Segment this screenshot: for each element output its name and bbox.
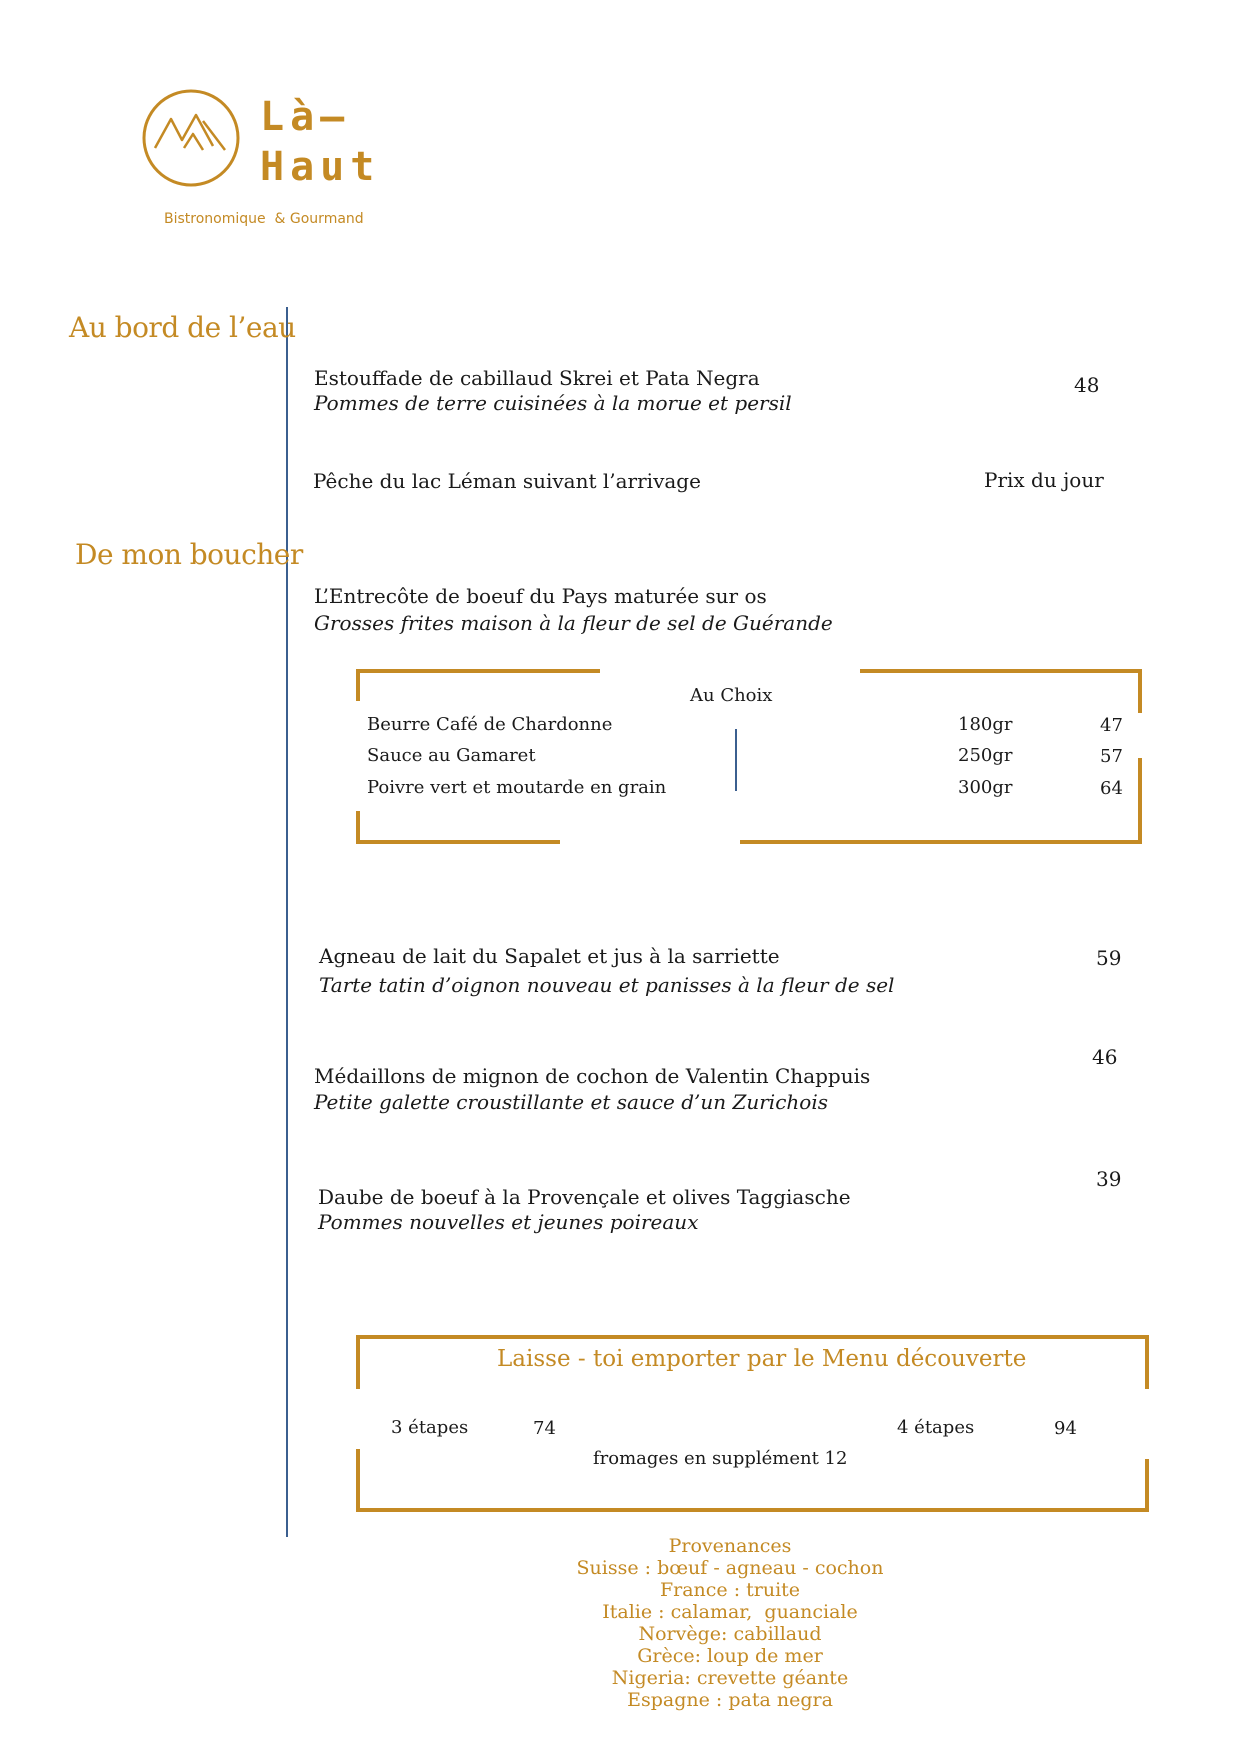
brand-line1: Là—: [260, 94, 351, 140]
menu-discovery-title: Laisse - toi emporter par le Menu découverte: [497, 1346, 1027, 1372]
section-title-water: Au bord de l’eau: [69, 311, 296, 344]
provenance-line: Espagne : pata negra: [627, 1689, 833, 1711]
choice-box-title: Au Choix: [690, 685, 773, 706]
choice-sauce-1: Beurre Café de Chardonne: [367, 714, 613, 735]
choice-weight-2: 250gr: [958, 745, 1013, 766]
dish-name-agneau: Agneau de lait du Sapalet et jus à la sarriette: [319, 944, 780, 968]
choice-divider: [735, 729, 737, 791]
menu-cheese-supplement: fromages en supplément 12: [593, 1448, 848, 1469]
dish-desc-cochon: Petite galette croustillante et sauce d’un Zurichois: [314, 1090, 828, 1114]
provenance-line: Norvège: cabillaud: [638, 1623, 822, 1645]
dish-price-daube: 39: [1096, 1167, 1122, 1191]
provenances-title: Provenances: [668, 1535, 792, 1557]
section-title-butcher: De mon boucher: [75, 538, 303, 571]
menu-option-3-label: 3 étapes: [391, 1417, 469, 1438]
choice-price-3: 64: [1100, 778, 1123, 799]
brand-tagline: Bistronomique & Gourmand: [164, 211, 364, 227]
provenance-line: Grèce: loup de mer: [637, 1645, 823, 1667]
dish-price-cabillaud: 48: [1074, 373, 1100, 397]
brand-line2: Haut: [260, 144, 381, 190]
provenance-line: Nigeria: crevette géante: [611, 1667, 849, 1689]
dish-desc-agneau: Tarte tatin d’oignon nouveau et panisses à la fleur de sel: [319, 973, 895, 997]
mountain-logo-icon: [141, 88, 241, 188]
dish-price-agneau: 59: [1096, 946, 1122, 970]
dish-desc-entrecote: Grosses frites maison à la fleur de sel de Guérande: [314, 611, 833, 635]
choice-price-2: 57: [1100, 746, 1123, 767]
dish-name-cochon: Médaillons de mignon de cochon de Valentin Chappuis: [314, 1064, 871, 1088]
choice-sauce-3: Poivre vert et moutarde en grain: [367, 777, 667, 798]
dish-name-cabillaud: Estouffade de cabillaud Skrei et Pata Negra: [314, 366, 760, 390]
dish-name-entrecote: L’Entrecôte de boeuf du Pays maturée sur os: [314, 584, 767, 608]
brand-name: [260, 92, 380, 192]
choice-weight-3: 300gr: [958, 777, 1013, 798]
provenance-line: France : truite: [659, 1579, 801, 1601]
dish-desc-cabillaud: Pommes de terre cuisinées à la morue et persil: [314, 391, 792, 415]
menu-option-3-price: 74: [533, 1418, 556, 1439]
provenance-line: Suisse : bœuf - agneau - cochon: [576, 1557, 884, 1579]
choice-weight-1: 180gr: [958, 714, 1013, 735]
dish-name-leman: Pêche du lac Léman suivant l’arrivage: [313, 469, 701, 493]
menu-option-4-price: 94: [1054, 1418, 1077, 1439]
choice-price-1: 47: [1100, 715, 1123, 736]
choice-sauce-2: Sauce au Gamaret: [367, 745, 536, 766]
dish-price-cochon: 46: [1092, 1045, 1118, 1069]
vertical-divider: [286, 307, 288, 1537]
dish-price-leman: Prix du jour: [984, 468, 1104, 492]
provenance-line: Italie : calamar, guanciale: [602, 1601, 858, 1623]
menu-option-4-label: 4 étapes: [897, 1417, 975, 1438]
dish-name-daube: Daube de boeuf à la Provençale et olives Taggiasche: [318, 1185, 851, 1209]
dish-desc-daube: Pommes nouvelles et jeunes poireaux: [318, 1210, 699, 1234]
